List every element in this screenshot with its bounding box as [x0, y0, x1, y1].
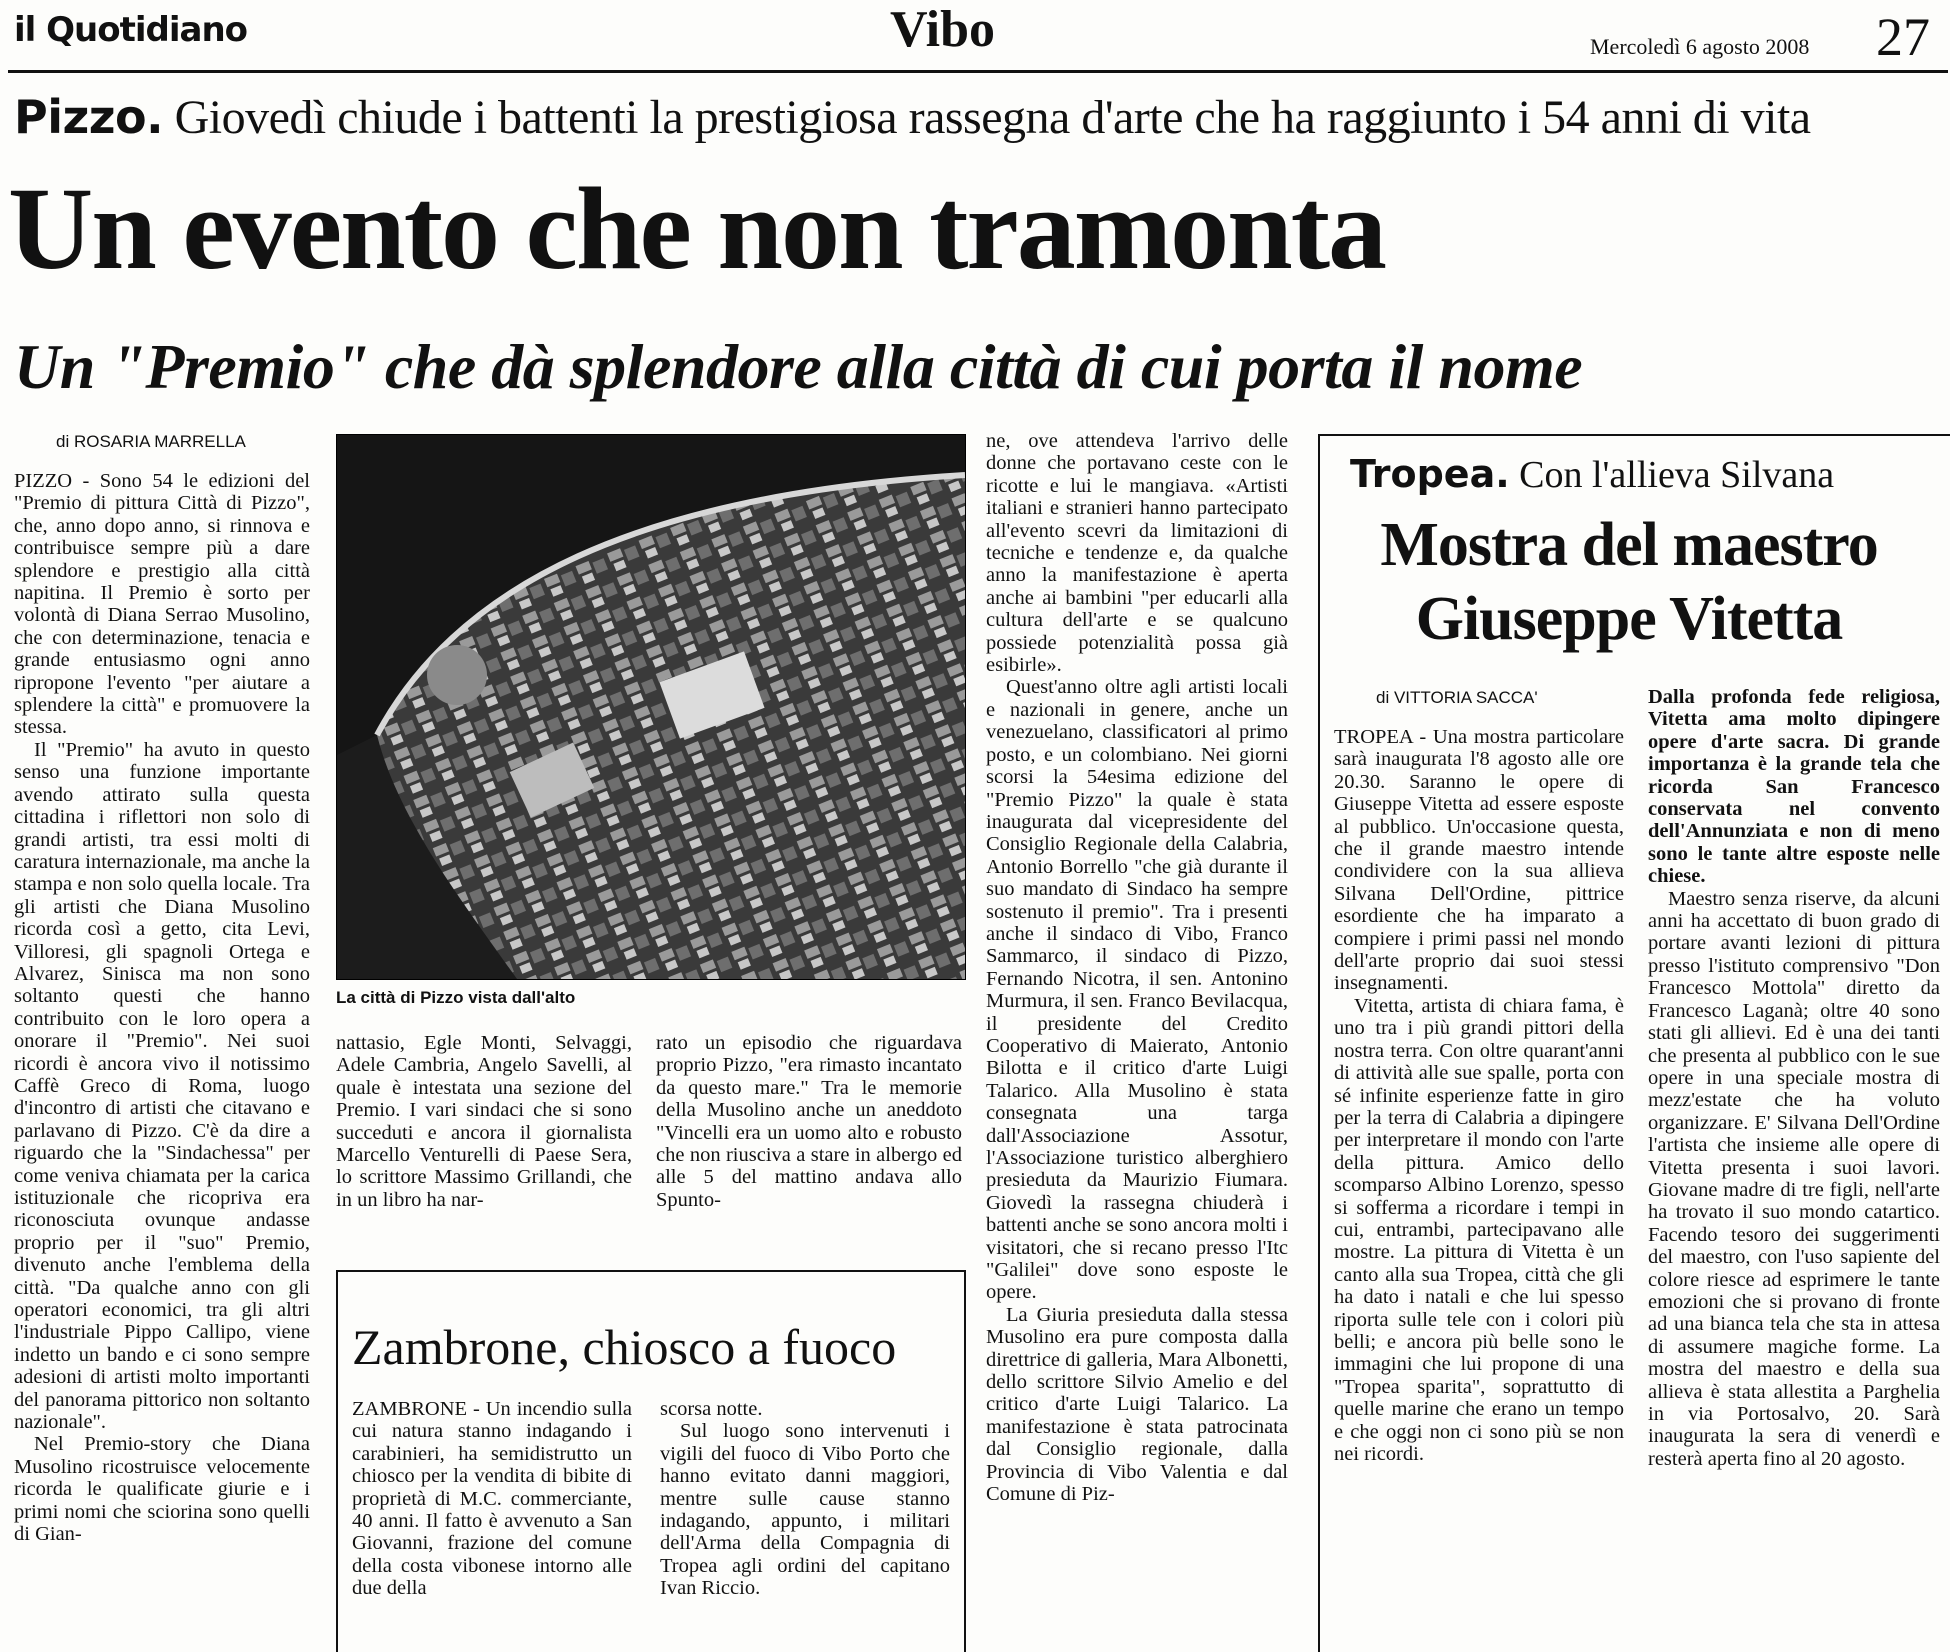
tropea-headline-line-2: Giuseppe Vitetta — [1415, 585, 1843, 653]
masthead-rule — [8, 70, 1948, 73]
paragraph: rato un episodio che riguardava proprio Pizzo, "era rimasto incantato da questo mare." Tra le memorie della Musolino anche un aneddoto "Vincelli era un uomo alto e robusto che non riusciva a stare in albergo ed alle 5 del mattino andava allo Spunto- — [656, 1032, 962, 1211]
newspaper-logo: il Quotidiano — [14, 10, 248, 50]
zambrone-column-2 — [660, 1398, 950, 1647]
city-aerial-photo — [336, 434, 966, 980]
paragraph: TROPEA - Una mostra particolare sarà inaugurata l'8 agosto alle ore 20.30. Saranno le opere di Giuseppe Vitetta ad essere esposte al pubblico. Un'occasione questa, che il grande maestro intende condividere con la sua allieva Silvana Dell'Ordine, pittrice esordiente che ha imparato a compiere i primi passi nel mondo dell'arte proprio dai suoi stessi insegnamenti. — [1334, 726, 1624, 995]
paragraph: Dalla profonda fede religiosa, Vitetta ama molto dipingere opere d'arte sacra. Di grande importanza è la grande tela che ricorda San Francesco conservata nel convento dell'Annunziata e non di meno sono le tante altre esposte nelle chiese. — [1648, 686, 1940, 888]
paragraph: scorsa notte. — [660, 1398, 763, 1420]
paragraph: Maestro senza riserve, da alcuni anni ha accettato di buon grado di portare avanti lezioni di pittura presso l'istituto comprensivo "Don Francesco Mottola" diretto da Francesco Laganà; oltre 40 sono stati gli allievi. Ed è una dei tanti che presenta al pubblico con le sue opere in una speciale mostra di mezz'estate che ha voluto organizzare. E' Silvana Dell'Ordine l'artista che insieme alle opere di Vitetta presenta i suoi lavori. Giovane madre di tre figli, nell'arte ha trovato il suo mondo catartico. Facendo tesoro dei suggerimenti del maestro, con l'uso sapiente del colore riesce ad esprimere le tante emozioni che si provano di fronte ad una bianca tela che sta in attesa di assumere magiche forme. La mostra del maestro e della sua allieva è stata allestita a Parghelia in via Portosalvo, 20. Sarà inaugurata la sera di venerdì e resterà aperta fino al 20 agosto. — [1648, 887, 1940, 1470]
main-column-2 — [336, 1032, 632, 1264]
paragraph: PIZZO - Sono 54 le edizioni del "Premio di pittura Città di Pizzo", che, anno dopo anno, si rinnova e contribuisce sempre più a dare splendore e prestigio alla città napitina. Il Premio è sorto per volontà di Diana Serrao Musolino, che con determinazione, tenacia e grande entusiasmo ogni anno ripropone l'evento "per aiutare a splendere la città" e promuovere la stessa. — [14, 470, 310, 739]
tropea-byline: di VITTORIA SACCA' — [1376, 688, 1538, 707]
zambrone-headline: Zambrone, chiosco a fuoco — [352, 1319, 897, 1375]
tropea-kicker-place: Tropea. — [1350, 452, 1510, 496]
page-number: 27 — [1876, 7, 1930, 67]
tropea-column-1 — [1334, 726, 1624, 1647]
paragraph: ne, ove attendeva l'arrivo delle donne che portavano ceste con le ricotte e lui le mangiava. «Artisti italiani e stranieri hanno partecipato all'evento scevri da limitazioni di tecniche e tendenze e, da qualche anno la manifestazione è aperta anche ai bambini "per educarli alla cultura dell'arte e se qualcuno possiede potenzialità possa già esibirle». — [986, 430, 1288, 677]
paragraph: nattasio, Egle Monti, Selvaggi, Adele Cambria, Angelo Savelli, al quale è intestata una sezione del Premio. I vari sindaci che si sono succeduti e ancora il giornalista Marcello Venturelli di Paese Sera, lo scrittore Massimo Grillandi, che in un libro ha nar- — [336, 1032, 632, 1211]
paragraph: ZAMBRONE - Un incendio sulla cui natura stanno indagando i carabinieri, ha semidistrutto un chiosco per la vendita di bibite di proprietà di M.C. commerciante, 40 anni. Il fatto è avvenuto a San Giovanni, frazione del comune della costa vibonese intorno alle due della — [352, 1398, 632, 1600]
kicker-place: Pizzo. — [14, 90, 164, 144]
tropea-kicker-text: Con l'allieva Silvana — [1519, 454, 1835, 496]
tropea-headline — [1334, 508, 1924, 656]
zambrone-column-1 — [352, 1398, 632, 1647]
main-column-1 — [14, 470, 310, 1647]
paragraph: Vitetta, artista di chiara fama, è uno tra i più grandi pittori della nostra terra. Con oltre quarant'anni di attività alle sue spalle, porta con sé infinite esperienze fatte in giro per la terra di Calabria a dipingere per interpretare il mondo con l'arte della pittura. Amico dello scomparso Albino Lorenzo, spesso si sofferma a ricordare i tempi in cui, entrambi, partecipavano alle mostre. La pittura di Vitetta è un canto alla sua Tropea, città che gli ha dato i natali e che lui spesso riporta sulle tele con i colori più belli; e ancora più belle sono le immagini che lui propone di una "Tropea sparita", soprattutto di quelle marine che erano un tempo e che oggi non ci sono più se non nei ricordi. — [1334, 994, 1624, 1465]
paragraph: La Giuria presieduta dalla stessa Musolino era pure composta dalla direttrice di galleria, Mara Albonetti, dello scrittore Silvio Amelio e del critico d'arte Luigi Talarico. La manifestazione è stata patrocinata dal Consiglio regionale, dalla Provincia di Vibo Valentia e dal Comune di Piz- — [986, 1303, 1288, 1506]
main-column-4 — [986, 430, 1288, 1647]
main-byline: di ROSARIA MARRELLA — [56, 432, 246, 451]
tropea-headline-line-1: Mostra del maestro — [1380, 511, 1878, 579]
paragraph: Sul luogo sono intervenuti i vigili del fuoco di Vibo Porto che hanno evitato danni maggiori, mentre sulle cause stanno indagando, appunto, i militari dell'Arma della Compagnia di Tropea agli ordini del capitano Ivan Riccio. — [660, 1420, 950, 1600]
main-kicker — [14, 90, 1811, 145]
section-title: Vibo — [890, 1, 995, 58]
issue-date: Mercoledì 6 agosto 2008 — [1590, 34, 1810, 59]
photo-caption: La città di Pizzo vista dall'alto — [336, 988, 576, 1007]
tropea-kicker — [1350, 452, 1834, 497]
main-headline: Un evento che non tramonta — [8, 163, 1386, 294]
paragraph: Nel Premio-story che Diana Musolino ricostruisce velocemente ricorda le qualificate giurie e i primi nomi che sciorina sono quelli di Gian- — [14, 1433, 310, 1546]
paragraph: Quest'anno oltre agli artisti locali e nazionali in genere, anche un venezuelano, classificatori al primo posto, e un colombiano. Nei giorni scorsi la 54esima edizione del "Premio Pizzo" la quale è stata inaugurata dal vicepresidente del Consiglio Regionale della Calabria, Antonio Borrello "che già durante il suo mandato di Sindaco ha sempre sostenuto il premio". Tra i presenti anche il sindaco di Vibo, Franco Sammarco, il sindaco di Pizzo, Fernando Nicotra, il sen. Antonino Murmura, il sen. Franco Bevilacqua, il presidente del Credito Cooperativo di Maierato, Antonio Bilotta e il critico d'arte Luigi Talarico. Alla Musolino è stata consegnata una targa dall'Associazione Assotur, l'Associazione turistico alberghiero presieduta da Maurizio Fiumara. Giovedì la rassegna chiuderà i battenti anche se sono ancora molti i visitatori, che si recano presso l'Itc "Galilei" dove sono esposte le opere. — [986, 676, 1288, 1304]
main-subheadline: Un "Premio" che dà splendore alla città di cui porta il nome — [14, 331, 1583, 402]
kicker-text: Giovedì chiude i battenti la prestigiosa rassegna d'arte che ha raggiunto i 54 anni di vita — [174, 91, 1811, 144]
tropea-column-2 — [1648, 686, 1940, 1647]
main-column-3 — [656, 1032, 962, 1264]
paragraph: Il "Premio" ha avuto in questo senso una funzione importante avendo attirato sulla questa cittadina i riflettori non solo di grandi artisti, tra essi molti di caratura internazionale, ma anche la stampa e non solo quella locale. Tra gli artisti che Diana Musolino ricorda così a getto, cita Levi, Villoresi, gli spagnoli Ortega e Alvarez, Sinisca ma non sono soltanto questi che hanno contribuito con le loro opera a onorare il "Premio". Nei suoi ricordi è ancora vivo il notissimo Caffè Greco di Roma, luogo d'incontro di artisti che citavano e parlavano di Pizzo. C'è da dire a riguardo che la "Sindachessa" per come veniva chiamata per la carica istituzionale che ricopriva era riconosciuta ovunque andasse proprio per il "suo" Premio, divenuto anche l'emblema della città. "Da qualche anno con gli operatori economici, tra gli altri l'industriale Pippo Callipo, viene indetto un bando e ci sono sempre adesioni di artisti molto importanti del panorama pittorico non soltanto nazionale". — [14, 738, 310, 1434]
